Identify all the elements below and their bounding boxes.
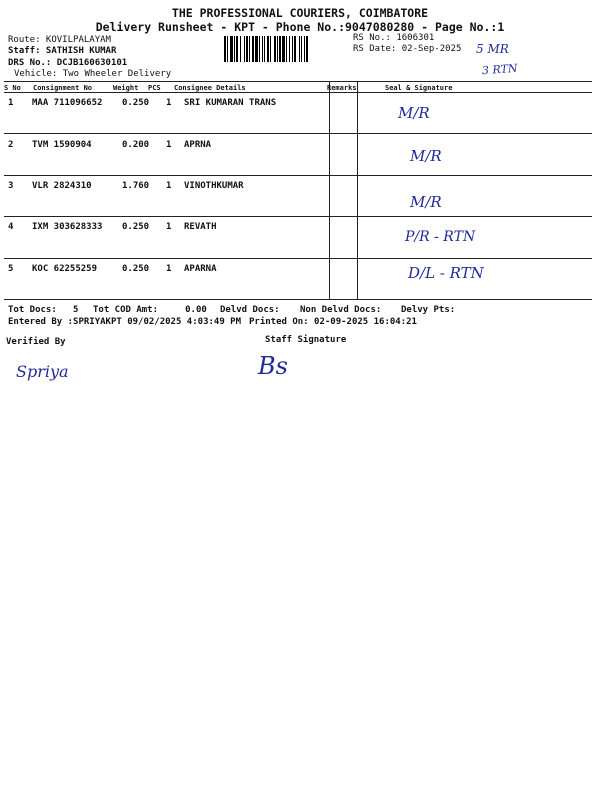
row-sno: 5	[8, 264, 14, 274]
row-consignment: TVM 1590904	[32, 140, 92, 150]
row-consignee: APRNA	[184, 140, 212, 150]
row-consignee: REVATH	[184, 222, 217, 232]
row-seal-handwriting: M/R	[398, 104, 430, 122]
handwritten-note-mr: 5 MR	[476, 42, 509, 56]
entered-by: Entered By :SPRIYAKPT 09/02/2025 4:03:49 PM	[8, 317, 241, 327]
row-seal-handwriting: D/L - RTN	[408, 264, 484, 282]
col-consignee: Consignee Details	[174, 84, 246, 92]
col-remarks: Remarks	[327, 84, 357, 92]
col-consignment: Consignment No	[33, 84, 93, 92]
rs-date: RS Date: 02-Sep-2025	[353, 44, 462, 54]
staff-label: Staff: SATHISH KUMAR	[8, 46, 117, 56]
row-consignee: APARNA	[184, 264, 217, 274]
row-pcs: 1	[166, 181, 172, 191]
tot-cod-amt: Tot COD Amt: 0.00	[93, 305, 207, 315]
verified-by-label: Verified By	[6, 337, 66, 347]
verified-signature: Spriya	[16, 362, 69, 381]
staff-signature-label: Staff Signature	[265, 335, 347, 345]
non-delvd-docs: Non Delvd Docs:	[300, 305, 382, 315]
row-weight: 0.250	[122, 264, 150, 274]
handwritten-note-rtn: 3 RTN	[481, 61, 518, 78]
row-sno: 1	[8, 98, 14, 108]
row-weight: 0.250	[122, 222, 150, 232]
company-title: THE PROFESSIONAL COURIERS, COIMBATORE	[171, 6, 429, 20]
delvy-pts: Delvy Pts:	[401, 305, 456, 315]
drs-label: DRS No.: DCJB160630101	[8, 58, 128, 68]
row-weight: 0.250	[122, 98, 150, 108]
row-pcs: 1	[166, 222, 172, 232]
col-weight: Weight	[113, 84, 139, 92]
col-sno: S No	[4, 84, 21, 92]
row-consignee: SRI KUMARAN TRANS	[184, 98, 277, 108]
tot-docs: Tot Docs: 5	[8, 305, 79, 315]
vehicle-label: Vehicle: Two Wheeler Delivery	[14, 69, 172, 79]
row-sno: 4	[8, 222, 14, 232]
barcode-image	[224, 36, 348, 62]
row-consignee: VINOTHKUMAR	[184, 181, 244, 191]
col-pcs: PCS	[148, 84, 161, 92]
row-pcs: 1	[166, 140, 172, 150]
row-pcs: 1	[166, 264, 172, 274]
row-consignment: MAA 711096652	[32, 98, 103, 108]
row-consignment: KOC 62255259	[32, 264, 98, 274]
row-pcs: 1	[166, 98, 172, 108]
col-seal-signature: Seal & Signature	[385, 84, 453, 92]
row-seal-handwriting: P/R - RTN	[405, 229, 476, 245]
route-label: Route: KOVILPALAYAM	[8, 35, 111, 45]
row-consignment: IXM 303628333	[32, 222, 103, 232]
row-weight: 1.760	[122, 181, 150, 191]
delvd-docs: Delvd Docs:	[220, 305, 280, 315]
row-sno: 2	[8, 140, 14, 150]
row-seal-handwriting: M/R	[410, 193, 442, 211]
rs-number: RS No.: 1606301	[353, 33, 435, 43]
staff-signature: Bs	[258, 352, 288, 380]
row-weight: 0.200	[122, 140, 150, 150]
runsheet-title: Delivery Runsheet - KPT - Phone No.:9047080280 - Page No.:1	[95, 20, 505, 34]
printed-on: Printed On: 02-09-2025 16:04:21	[249, 317, 417, 327]
row-seal-handwriting: M/R	[410, 147, 442, 165]
row-consignment: VLR 2824310	[32, 181, 92, 191]
row-sno: 3	[8, 181, 14, 191]
